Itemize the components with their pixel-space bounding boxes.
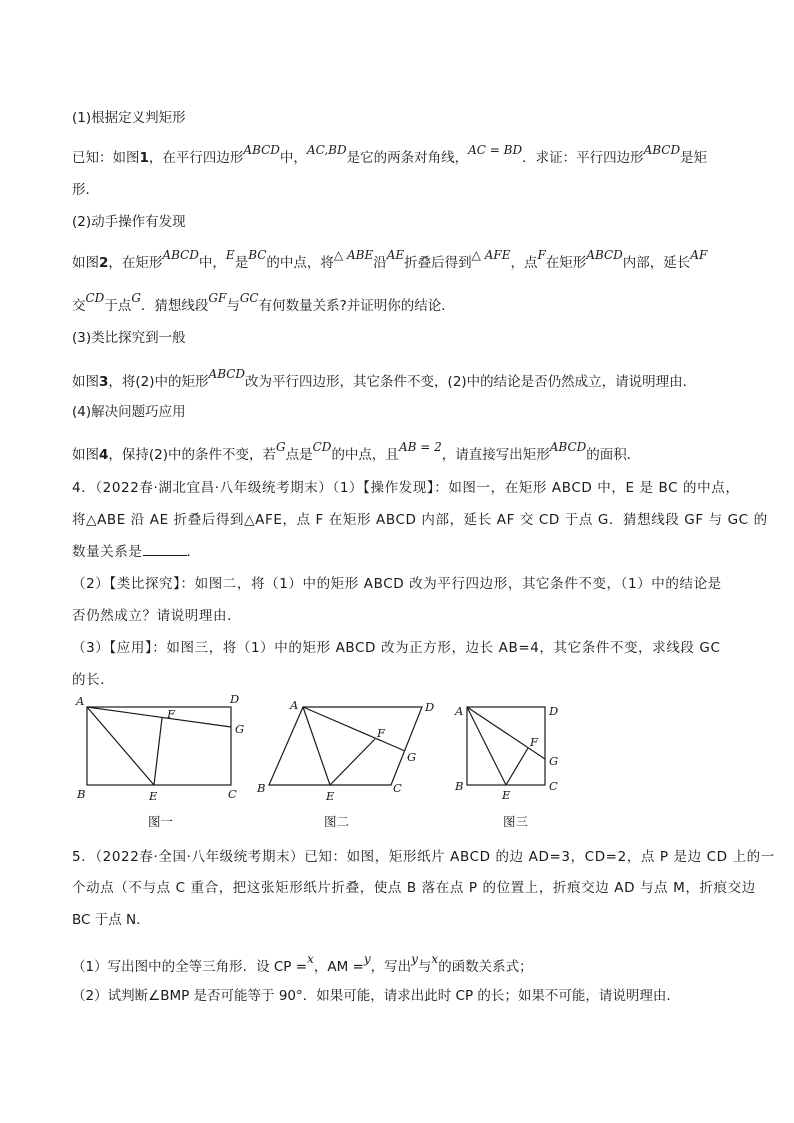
q4-line7: 的长． [72, 672, 115, 688]
figure-2 [269, 707, 422, 785]
part1-heading: (1)根据定义判矩形 [72, 110, 186, 126]
fig2-segment-ae [303, 707, 330, 785]
fig1-label-b: B [77, 787, 86, 801]
part3-statement: 如图3，将(2)中的矩形ABCD改为平行四边形，其它条件不变，(2)中的结论是否仍然成立，请说明理由． [72, 367, 697, 390]
fig3-label-e: E [502, 788, 511, 802]
q4-line6: （3）【应用】：如图三，将（1）中的矩形 ABCD 改为正方形，边长 AB=4，其它条件不变，求线段 GC [72, 640, 721, 656]
part2-statement-line1: 如图2，在矩形ABCD中，E是BC的中点，将△ ABE沿AE折叠后得到△ AFE，点F在矩形ABCD内部，延长AF [72, 248, 708, 271]
fig3-segment-fe [506, 748, 528, 785]
fig3-label-c: C [549, 779, 558, 793]
q5-sub1: （1）写出图中的全等三角形．设 CP =x，AM =y，写出y与x的函数关系式； [72, 952, 533, 975]
part4-statement: 如图4，保持(2)中的条件不变，若G点是CD的中点，且AB = 2，请直接写出矩形ABCD的面积． [72, 440, 641, 463]
q5-sub2: （2）试判断∠BMP 是否可能等于 90°．如果可能，请求出此时 CP 的长；如果不可能，请说明理由． [72, 988, 680, 1004]
part2-heading: (2)动手操作有发现 [72, 214, 186, 230]
fig2-segment-ag [303, 707, 405, 751]
part1-statement-line2: 形． [72, 182, 99, 198]
part3-heading: (3)类比探究到一般 [72, 330, 186, 346]
fig2-label-c: C [393, 781, 402, 795]
fig2-label-f: F [377, 726, 385, 740]
part1-statement-line1: 已知：如图1，在平行四边形ABCD中，AC,BD是它的两条对角线，AC = BD．求证：平行四边形ABCD是矩 [72, 143, 708, 166]
fig2-label-g: G [407, 750, 417, 764]
fig1-caption: 图一 [148, 814, 174, 829]
fig2-segment-fe [330, 739, 375, 785]
fig3-segment-ag [467, 707, 545, 759]
fig1-label-e: E [149, 789, 158, 803]
q4-line1: 4．（2022春·湖北宜昌·八年级统考期末）（1）【操作发现】：如图一，在矩形 ABCD 中，E 是 BC 的中点， [72, 480, 740, 496]
q5-line1: 5．（2022春·全国·八年级统考期末）已知：如图，矩形纸片 ABCD 的边 AD=3，CD=2，点 P 是边 CD 上的一 [72, 849, 775, 865]
fig2-label-e: E [326, 789, 335, 803]
fig2-parallelogram [269, 707, 422, 785]
fig3-label-a: A [455, 704, 464, 718]
fig2-label-b: B [257, 781, 266, 795]
q5-line3: BC 于点 N． [72, 912, 150, 928]
fig2-label-d: D [425, 700, 435, 714]
q4-line2: 将△ABE 沿 AE 折叠后得到△AFE，点 F 在矩形 ABCD 内部，延长 AF 交 CD 于点 G．猜想线段 GF 与 GC 的 [72, 512, 768, 528]
fig1-label-f: F [167, 707, 175, 721]
part2-statement-line2: 交CD于点G．猜想线段GF与GC有何数量关系?并证明你的结论． [72, 291, 455, 314]
q4-line5: 否仍然成立？请说明理由． [72, 608, 242, 624]
q4-line3: 数量关系是 ． [72, 544, 201, 560]
figure-1 [87, 707, 231, 785]
fig1-label-a: A [76, 694, 85, 708]
fig1-segment-ag [87, 707, 231, 727]
q4-line4: （2）【类比探究】：如图二，将（1）中的矩形 ABCD 改为平行四边形，其它条件不变，（1）中的结论是 [72, 576, 722, 592]
fig3-label-f: F [530, 735, 538, 749]
fig1-segment-fe [154, 718, 162, 785]
fig3-caption: 图三 [503, 814, 529, 829]
fig3-label-g: G [549, 754, 559, 768]
fig1-label-d: D [230, 692, 240, 706]
fig2-caption: 图二 [324, 814, 350, 829]
fig3-label-d: D [549, 704, 559, 718]
fig1-label-c: C [228, 787, 237, 801]
fig1-segment-ae [87, 707, 154, 785]
fig2-label-a: A [290, 698, 299, 712]
fig3-label-b: B [455, 779, 464, 793]
q5-line2: 个动点（不与点 C 重合，把这张矩形纸片折叠，使点 B 落在点 P 的位置上，折痕交边 AD 与点 M，折痕交边 [72, 880, 756, 896]
fig3-segment-ae [467, 707, 506, 785]
part4-heading: (4)解决问题巧应用 [72, 404, 186, 420]
fig1-label-g: G [235, 722, 245, 736]
